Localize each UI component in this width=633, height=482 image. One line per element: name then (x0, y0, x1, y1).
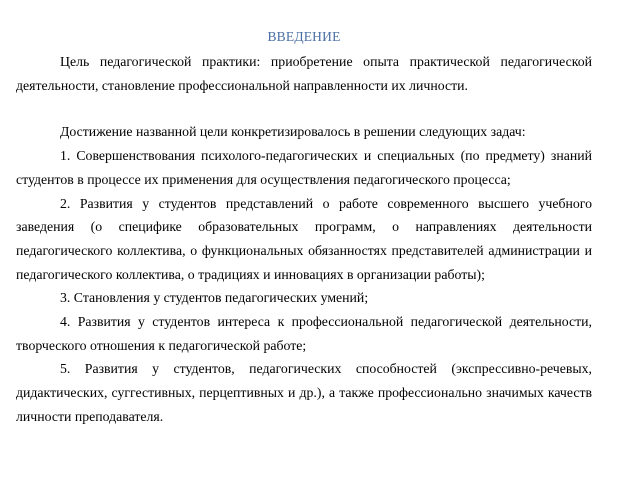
paragraph-task-3: 3. Становления у студентов педагогических умений; (60, 290, 369, 306)
paragraph-task-2: 2. Развития у студентов представлений о работе современного высшего учебного заведения (о специфике образовательных программ, о направлениях деятельности педагогического коллектива, о функциональных обязанностях представителей администрации и педагогического коллектива, о традициях и инновациях в организации работы); (16, 195, 592, 282)
paragraph-task-4: 4. Развития у студентов интереса к профессиональной педагогической деятельности, творческого отношения к педагогической работе; (16, 314, 592, 353)
document-heading: ВВЕДЕНИЕ (267, 29, 341, 44)
document-page (16, 26, 592, 429)
paragraph-task-5: 5. Развития у студентов, педагогических способностей (экспрессивно-речевых, дидактических, суггестивных, перцептивных и др.), а также профессионально значимых качеств личности преподавателя. (16, 361, 592, 424)
paragraph-spacer (16, 97, 592, 120)
paragraph-tasks-intro: Достижение названной цели конкретизировалось в решении следующих задач: (60, 124, 526, 140)
paragraph-task-1: 1. Совершенствования психолого-педагогических и специальных (по предмету) знаний студентов в процессе их применения для осуществления педагогического процесса; (16, 148, 592, 187)
paragraph-goal: Цель педагогической практики: приобретение опыта практической педагогической деятельности, становление профессиональной направленности их личности. (16, 54, 592, 93)
